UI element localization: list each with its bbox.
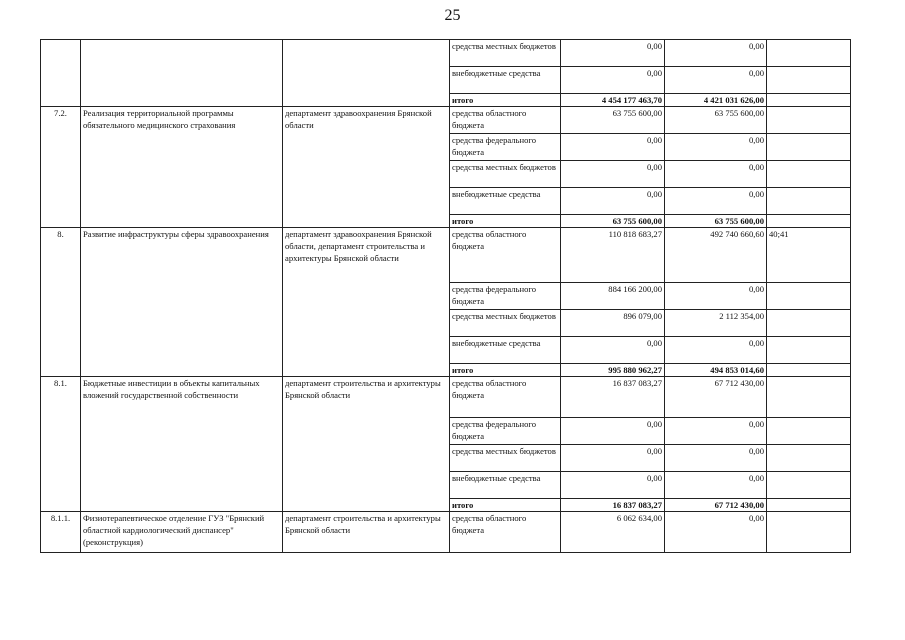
funding-source-cell: средства областного бюджета [450, 228, 561, 283]
indicator-ref-cell [767, 337, 851, 364]
indicator-ref-cell [767, 364, 851, 377]
indicator-ref-cell [767, 67, 851, 94]
amount-cell: 0,00 [665, 134, 767, 161]
amount-cell: 884 166 200,00 [561, 283, 665, 310]
amount-cell: 494 853 014,60 [665, 364, 767, 377]
table-row [41, 40, 851, 67]
funding-source-cell: средства федерального бюджета [450, 418, 561, 445]
indicator-ref-cell [767, 512, 851, 553]
table-row [41, 377, 851, 418]
executor-cell: департамент здравоохранения Брянской области [283, 107, 450, 228]
amount-cell: 0,00 [561, 445, 665, 472]
indicator-ref-cell [767, 472, 851, 499]
page-number: 25 [444, 7, 461, 24]
funding-source-cell: средства местных бюджетов [450, 310, 561, 337]
amount-cell: 0,00 [665, 188, 767, 215]
indicator-ref-cell [767, 40, 851, 67]
funding-source-cell: средства федерального бюджета [450, 134, 561, 161]
indicator-ref-cell [767, 499, 851, 512]
executor-cell: департамент здравоохранения Брянской области, департамент строительства и архитектуры Брянской области [283, 228, 450, 377]
funding-source-cell: внебюджетные средства [450, 337, 561, 364]
funding-source-cell: итого [450, 499, 561, 512]
amount-cell: 16 837 083,27 [561, 377, 665, 418]
measure-name-cell: Бюджетные инвестиции в объекты капитальных вложений государственной собственности [81, 377, 283, 512]
row-number-cell [41, 40, 81, 107]
budget-table [40, 39, 851, 553]
funding-source-cell: средства местных бюджетов [450, 161, 561, 188]
amount-cell: 995 880 962,27 [561, 364, 665, 377]
row-number-cell: 8.1.1. [41, 512, 81, 553]
amount-cell: 4 421 031 626,00 [665, 94, 767, 107]
amount-cell: 63 755 600,00 [665, 107, 767, 134]
funding-source-cell: внебюджетные средства [450, 67, 561, 94]
amount-cell: 0,00 [561, 188, 665, 215]
executor-cell [283, 40, 450, 107]
funding-source-cell: средства областного бюджета [450, 107, 561, 134]
funding-source-cell: средства местных бюджетов [450, 40, 561, 67]
amount-cell: 2 112 354,00 [665, 310, 767, 337]
amount-cell: 0,00 [665, 161, 767, 188]
amount-cell: 0,00 [561, 67, 665, 94]
amount-cell: 67 712 430,00 [665, 499, 767, 512]
funding-source-cell: итого [450, 94, 561, 107]
funding-source-cell: средства областного бюджета [450, 512, 561, 553]
amount-cell: 0,00 [561, 161, 665, 188]
funding-source-cell: средства областного бюджета [450, 377, 561, 418]
amount-cell: 16 837 083,27 [561, 499, 665, 512]
measure-name-cell: Реализация территориальной программы обязательного медицинского страхования [81, 107, 283, 228]
amount-cell: 0,00 [561, 337, 665, 364]
amount-cell: 0,00 [561, 472, 665, 499]
amount-cell: 0,00 [665, 512, 767, 553]
indicator-ref-cell [767, 94, 851, 107]
amount-cell: 110 818 683,27 [561, 228, 665, 283]
amount-cell: 0,00 [561, 418, 665, 445]
amount-cell: 67 712 430,00 [665, 377, 767, 418]
measure-name-cell: Физиотерапевтическое отделение ГУЗ "Брянский областной кардиологический диспансер" (реконструкция) [81, 512, 283, 553]
amount-cell: 492 740 660,60 [665, 228, 767, 283]
funding-source-cell: внебюджетные средства [450, 188, 561, 215]
table-row [41, 107, 851, 134]
indicator-ref-cell [767, 107, 851, 134]
table-row [41, 512, 851, 553]
measure-name-cell [81, 40, 283, 107]
funding-source-cell: внебюджетные средства [450, 472, 561, 499]
amount-cell: 0,00 [665, 472, 767, 499]
amount-cell: 63 755 600,00 [561, 107, 665, 134]
amount-cell: 0,00 [561, 40, 665, 67]
executor-cell: департамент строительства и архитектуры Брянской области [283, 377, 450, 512]
amount-cell: 4 454 177 463,70 [561, 94, 665, 107]
indicator-ref-cell [767, 418, 851, 445]
amount-cell: 0,00 [665, 67, 767, 94]
amount-cell: 0,00 [665, 445, 767, 472]
indicator-ref-cell [767, 377, 851, 418]
measure-name-cell: Развитие инфраструктуры сферы здравоохранения [81, 228, 283, 377]
amount-cell: 0,00 [665, 337, 767, 364]
indicator-ref-cell [767, 283, 851, 310]
table-row [41, 228, 851, 283]
indicator-ref-cell [767, 445, 851, 472]
amount-cell: 0,00 [665, 283, 767, 310]
funding-source-cell: средства местных бюджетов [450, 445, 561, 472]
indicator-ref-cell [767, 188, 851, 215]
row-number-cell: 8. [41, 228, 81, 377]
indicator-ref-cell [767, 310, 851, 337]
amount-cell: 63 755 600,00 [665, 215, 767, 228]
executor-cell: департамент строительства и архитектуры Брянской области [283, 512, 450, 553]
amount-cell: 63 755 600,00 [561, 215, 665, 228]
amount-cell: 896 079,00 [561, 310, 665, 337]
row-number-cell: 8.1. [41, 377, 81, 512]
amount-cell: 0,00 [665, 418, 767, 445]
row-number-cell: 7.2. [41, 107, 81, 228]
funding-source-cell: средства федерального бюджета [450, 283, 561, 310]
indicator-ref-cell [767, 215, 851, 228]
indicator-ref-cell [767, 161, 851, 188]
funding-source-cell: итого [450, 215, 561, 228]
indicator-ref-cell [767, 134, 851, 161]
amount-cell: 0,00 [665, 40, 767, 67]
amount-cell: 0,00 [561, 134, 665, 161]
indicator-ref-cell: 40;41 [767, 228, 851, 283]
funding-source-cell: итого [450, 364, 561, 377]
amount-cell: 6 062 634,00 [561, 512, 665, 553]
